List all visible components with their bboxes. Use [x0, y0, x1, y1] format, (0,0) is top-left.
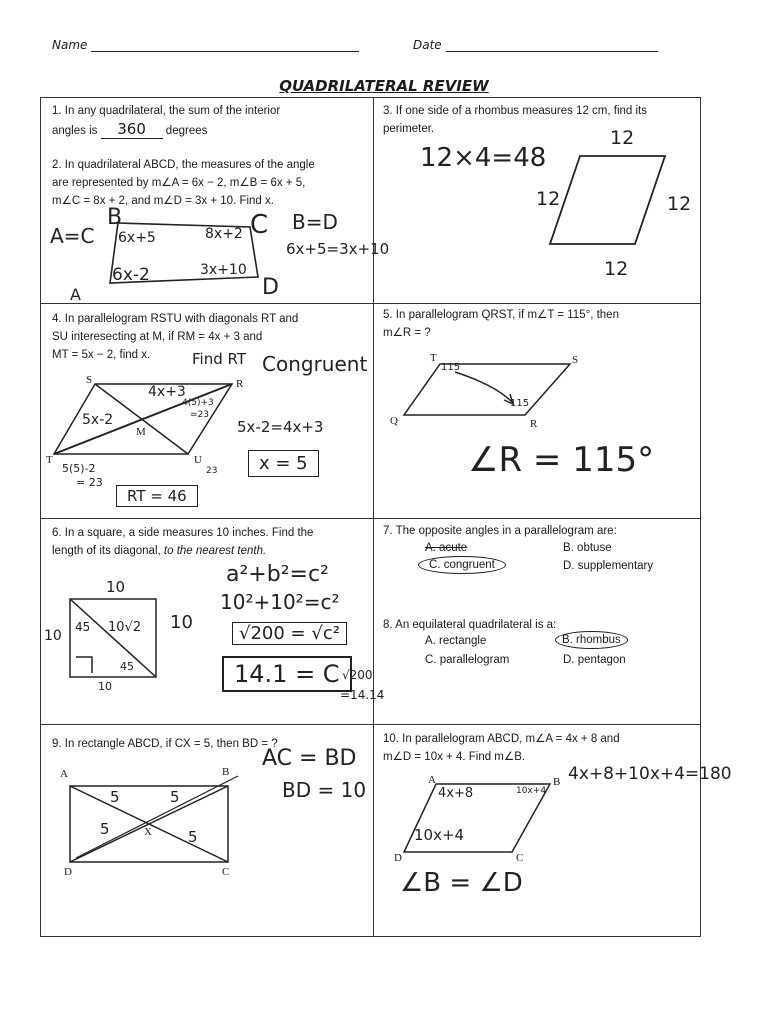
worksheet-title: QUADRILATERAL REVIEW — [279, 77, 489, 95]
q10-vertex-a: A — [428, 774, 436, 786]
q7-option-a[interactable]: A. acute — [425, 542, 468, 554]
q5-parallelogram — [400, 360, 575, 420]
q9-vertex-c: C — [222, 866, 230, 878]
q4-sub-mt-result: = 23 — [76, 476, 103, 489]
q6-answer-box — [222, 656, 352, 692]
q10-vertex-c: C — [516, 852, 524, 864]
question-6-line2 — [52, 542, 313, 560]
q8-option-b[interactable]: B. rhombus — [555, 631, 628, 649]
q2-angle-a: 6x-2 — [112, 265, 150, 285]
q6-side-left: 10 — [44, 628, 62, 644]
question-4-line1: 4. In parallelogram RSTU with diagonals RT and — [52, 313, 299, 325]
q6-square — [68, 597, 160, 681]
q9-vertex-d: D — [64, 866, 72, 878]
question-3-line1: 3. If one side of a rhombus measures 12 cm, find its — [383, 105, 647, 117]
q6-answer: 14.1 = C — [234, 660, 340, 688]
answer-360: 360 — [117, 120, 146, 138]
q2-angle-b: 6x+5 — [118, 230, 156, 246]
question-1-line2 — [52, 120, 280, 140]
question-5 — [383, 306, 619, 342]
q4-vertex-u: U — [194, 454, 202, 466]
q3-rhombus — [545, 150, 675, 250]
q4-rt-value: RT = 46 — [127, 487, 187, 505]
q10-equation: 4x+8+10x+4=180 — [568, 764, 732, 784]
question-5-line2: m∠R = ? — [383, 327, 431, 339]
question-1 — [52, 102, 280, 140]
q5-vertex-s: S — [572, 354, 579, 366]
q5-vertex-q: Q — [390, 415, 398, 427]
q2-equation: 6x+5=3x+10 — [286, 240, 390, 258]
q5-angle-r: 115 — [510, 398, 530, 409]
q4-u-value: 23 — [206, 466, 218, 476]
name-label: Name — [52, 38, 88, 52]
question-10-line1: 10. In parallelogram ABCD, m∠A = 4x + 8 and — [383, 733, 620, 745]
grid-divider-row1 — [40, 303, 701, 304]
q6-angle-a: 45 — [75, 620, 91, 634]
q9-work-line2: BD = 10 — [282, 778, 367, 802]
q3-side-top: 12 — [610, 127, 635, 149]
question-2-line2: are represented by m∠A = 6x − 2, m∠B = 6x + 5, — [52, 177, 306, 189]
question-6-line2a: length of its diagonal, — [52, 545, 161, 557]
question-6-line1: 6. In a square, a side measures 10 inches. Find the — [52, 527, 314, 539]
q9-seg-3: 5 — [100, 820, 110, 838]
question-9: 9. In rectangle ABCD, if CX = 5, then BD = ? — [52, 738, 278, 750]
question-1-suffix: degrees — [165, 125, 208, 137]
q4-vertex-s: S — [86, 374, 93, 386]
question-4-line3: MT = 5x − 2, find x. — [52, 349, 151, 361]
question-4-line2: SU interesecting at M, if RM = 4x + 3 and — [52, 331, 263, 343]
question-1-line1: 1. In any quadrilateral, the sum of the interior — [52, 105, 281, 117]
q10-angle-d: 10x+4 — [414, 826, 465, 844]
q2-a-label: A — [70, 285, 81, 304]
q10-vertex-d: D — [394, 852, 402, 864]
q10-vertex-b: B — [553, 776, 561, 788]
q5-angle-t: 115 — [441, 362, 461, 373]
question-10 — [383, 730, 620, 766]
q4-sub-rm: 4(5)+3 — [182, 398, 214, 408]
q4-x-answer — [248, 450, 319, 477]
question-3 — [383, 102, 647, 138]
question-5-line1: 5. In parallelogram QRST, if m∠T = 115°, then — [383, 309, 619, 321]
q7-option-b[interactable]: B. obtuse — [563, 542, 612, 554]
q5-answer: ∠R = 115° — [468, 440, 655, 480]
q5-vertex-t: T — [430, 352, 437, 364]
q7-option-d[interactable]: D. supplementary — [563, 560, 654, 572]
q4-rt-answer — [116, 485, 198, 507]
date-field — [413, 38, 658, 52]
question-8: 8. An equilateral quadrilateral is a: — [383, 619, 557, 631]
question-6 — [52, 524, 313, 560]
q3-calculation: 12×4=48 — [420, 143, 547, 173]
question-3-line2: perimeter. — [383, 123, 435, 135]
q2-angle-c: 8x+2 — [205, 226, 243, 242]
q6-side-bottom: 10 — [98, 680, 112, 693]
q8-option-d[interactable]: D. pentagon — [563, 654, 626, 666]
q6-side-top: 10 — [106, 578, 126, 596]
q10-angle-b: 10x+4 — [516, 786, 547, 796]
grid-divider-vertical — [373, 97, 374, 937]
q2-b-eq-d: B=D — [292, 210, 338, 234]
q4-point-m: M — [136, 426, 146, 438]
q8-option-c[interactable]: C. parallelogram — [425, 654, 510, 666]
q4-sub-rm-result: =23 — [190, 410, 209, 420]
q2-c-label: C — [250, 210, 269, 240]
q6-angle-b: 45 — [120, 660, 134, 673]
q4-seg-mt: 5x-2 — [82, 412, 114, 428]
question-2-line1: 2. In quadrilateral ABCD, the measures of the angle — [52, 159, 315, 171]
q6-side-value: =14.14 — [340, 688, 385, 702]
question-2-line3: m∠C = 8x + 2, and m∠D = 3x + 10. Find x. — [52, 195, 274, 207]
q4-x-value: x = 5 — [259, 453, 308, 474]
q2-d-label: D — [262, 275, 279, 300]
q9-rectangle — [66, 782, 236, 866]
q6-side-root: √200 — [342, 668, 373, 682]
q9-seg-1: 5 — [110, 788, 120, 806]
question-2 — [52, 156, 315, 210]
q4-parallelogram — [50, 378, 240, 458]
q9-seg-4: 5 — [188, 828, 198, 846]
q3-side-bottom: 12 — [604, 258, 629, 280]
answer-blank[interactable] — [101, 120, 163, 139]
q6-root-step: √200 = √c² — [232, 622, 347, 645]
q6-pythagoras: a²+b²=c² — [226, 562, 329, 587]
q9-seg-2: 5 — [170, 788, 180, 806]
question-10-line2: m∠D = 10x + 4. Find m∠B. — [383, 751, 526, 763]
grid-divider-row3 — [40, 724, 701, 725]
q4-sub-mt: 5(5)-2 — [62, 462, 96, 475]
question-7: 7. The opposite angles in a parallelogram are: — [383, 525, 617, 537]
q8-option-a[interactable]: A. rectangle — [425, 635, 487, 647]
q5-vertex-r: R — [530, 418, 538, 430]
q9-point-x: X — [144, 826, 152, 838]
question-6-line2b: to the nearest tenth. — [163, 545, 267, 557]
date-label: Date — [413, 38, 442, 52]
q6-diagonal: 10√2 — [108, 620, 142, 635]
q6-side-right: 10 — [170, 612, 193, 633]
q9-work-line1: AC = BD — [262, 746, 357, 771]
q6-substitution: 10²+10²=c² — [220, 590, 340, 614]
q10-answer: ∠B = ∠D — [400, 868, 523, 898]
q7-option-c[interactable]: C. congruent — [418, 556, 506, 574]
q3-side-left: 12 — [536, 188, 561, 210]
q4-seg-rm: 4x+3 — [148, 384, 186, 400]
q4-equation: 5x-2=4x+3 — [237, 418, 324, 436]
name-field — [52, 38, 359, 52]
name-line[interactable] — [91, 51, 359, 52]
q2-a-eq-c: A=C — [50, 224, 95, 248]
q9-vertex-a: A — [60, 768, 68, 780]
q10-angle-a: 4x+8 — [438, 786, 474, 801]
q4-vertex-r: R — [236, 378, 244, 390]
q4-congruent: Congruent — [262, 352, 368, 376]
grid-divider-row2 — [40, 518, 701, 519]
q2-b-label: B — [107, 205, 123, 230]
question-1-prefix: angles is — [52, 125, 98, 137]
q3-side-right: 12 — [667, 193, 692, 215]
q4-vertex-t: T — [46, 454, 53, 466]
q4-find-rt: Find RT — [192, 350, 246, 368]
q2-angle-d: 3x+10 — [200, 262, 247, 278]
q9-vertex-b: B — [222, 766, 230, 778]
date-line[interactable] — [446, 51, 658, 52]
